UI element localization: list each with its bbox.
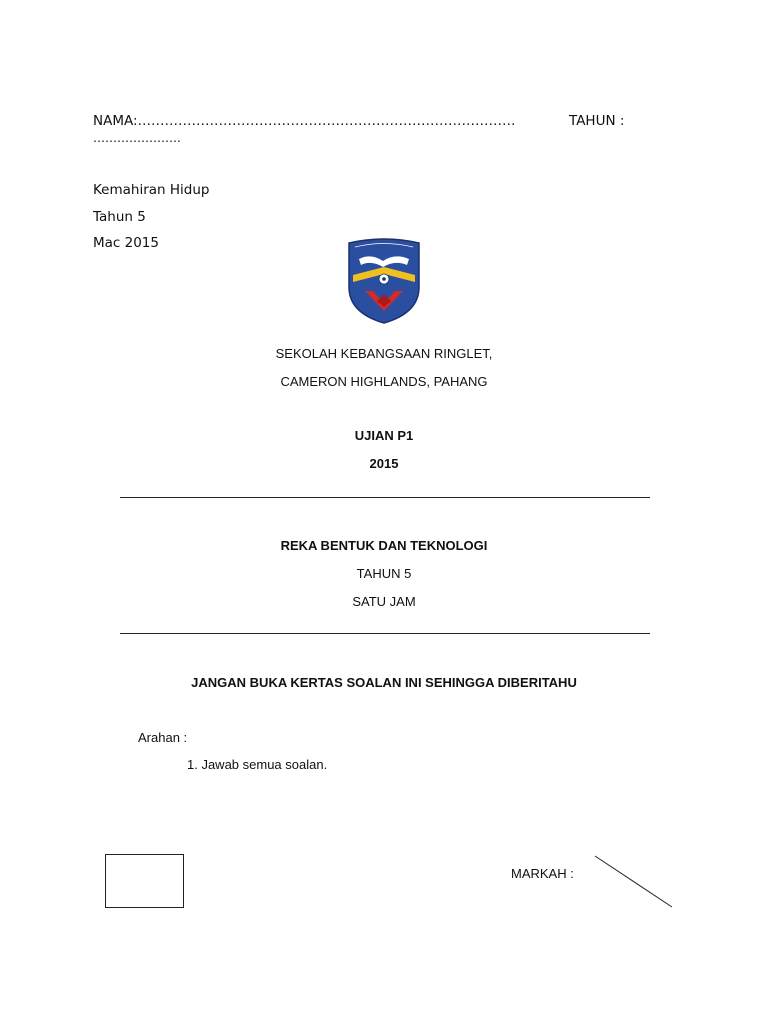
instructions-label: Arahan :	[138, 730, 188, 745]
year-field-dots: ………………….	[93, 131, 181, 145]
warning-text: JANGAN BUKA KERTAS SOALAN INI SEHINGGA DIBERITAHU	[191, 675, 577, 690]
year-field-label: TAHUN :	[569, 113, 625, 129]
shield-icon	[345, 235, 423, 325]
marks-label: MARKAH :	[511, 866, 574, 881]
marks-slash-line	[592, 853, 676, 911]
instruction-item: 1. Jawab semua soalan.	[187, 757, 328, 772]
divider-top	[120, 497, 650, 498]
exam-title: UJIAN P1	[354, 428, 414, 443]
school-name-line1: SEKOLAH KEBANGSAAN RINGLET,	[275, 346, 493, 361]
exam-year: 2015	[369, 456, 399, 471]
paper-level: TAHUN 5	[356, 566, 412, 581]
score-box[interactable]	[105, 854, 184, 908]
year-text: Tahun 5	[93, 209, 146, 225]
school-name-line2: CAMERON HIGHLANDS, PAHANG	[280, 374, 488, 389]
divider-bottom	[120, 633, 650, 634]
school-crest	[345, 235, 423, 325]
date-text: Mac 2015	[93, 235, 159, 251]
paper-subject: REKA BENTUK DAN TEKNOLOGI	[280, 538, 488, 553]
name-field-line: NAMA:…………………………………………………………………………	[93, 113, 516, 129]
subject-text: Kemahiran Hidup	[93, 182, 210, 198]
paper-duration: SATU JAM	[352, 594, 416, 609]
